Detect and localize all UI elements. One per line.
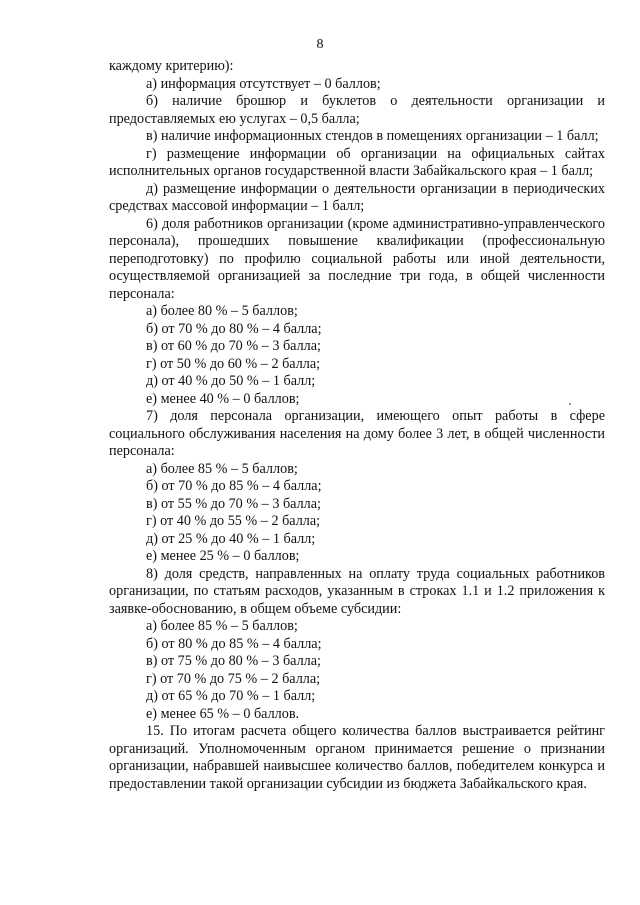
paragraph: а) информация отсутствует – 0 баллов;: [146, 75, 381, 92]
paragraph: г) от 70 % до 75 % – 2 балла;: [146, 670, 321, 687]
paragraph: е) менее 25 % – 0 баллов;: [146, 548, 300, 564]
scan-speck: [569, 403, 571, 405]
paragraph: г) размещение информации об организации на официальных сайтах исполнительных органов государственной власти Забайкальского края – 1 балл;: [109, 145, 605, 179]
paragraph: е) менее 65 % – 0 баллов.: [146, 705, 300, 722]
document-body: [109, 58, 605, 793]
paragraph: в) от 60 % до 70 % – 3 балла;: [146, 338, 322, 354]
paragraph: каждому критерию):: [109, 58, 234, 74]
paragraph: а) более 85 % – 5 баллов;: [146, 460, 298, 477]
paragraph: 8) доля средств, направленных на оплату труда социальных работников организации, по статьям расходов, указанным в строках 1.1 и 1.2 приложения к заявке-обоснованию, в общем объеме субсидии:: [109, 565, 605, 617]
paragraph: в) от 55 % до 70 % – 3 балла;: [146, 495, 322, 512]
paragraph: 15. По итогам расчета общего количества баллов выстраивается рейтинг организаций. Уполномоченным органом принимается решение о признании организации, набравшей наивысшее количество баллов, победителем конкурса и предоставлении такой организации субсидии из бюджета Забайкальского края.: [109, 723, 605, 792]
paragraph: б) от 80 % до 85 % – 4 балла;: [146, 635, 322, 652]
paragraph: б) наличие брошюр и буклетов о деятельности организации и предоставляемых ею услугах – 0,5 балла;: [109, 93, 605, 127]
paragraph: г) от 40 % до 55 % – 2 балла;: [146, 513, 321, 529]
paragraph: в) от 75 % до 80 % – 3 балла;: [146, 653, 322, 669]
page-number: 8: [316, 37, 324, 52]
paragraph: 6) доля работников организации (кроме административно-управленческого персонала), прошедших повышение квалификации (профессиональную переподготовку) по профилю социальной работы или иной деятельности, осуществляемой организацией за последние три года, в общей численности персонала:: [109, 215, 605, 302]
paragraph: д) от 65 % до 70 % – 1 балл;: [146, 688, 316, 704]
paragraph: в) наличие информационных стендов в помещениях организации – 1 балл;: [146, 128, 599, 144]
paragraph: а) более 85 % – 5 баллов;: [146, 618, 298, 634]
paragraph: 7) доля персонала организации, имеющего опыт работы в сфере социального обслуживания населения на дому более 3 лет, в общей численности персонала:: [109, 408, 605, 459]
paragraph: е) менее 40 % – 0 баллов;: [146, 390, 300, 407]
paragraph: д) от 40 % до 50 % – 1 балл;: [146, 373, 316, 389]
paragraph: б) от 70 % до 80 % – 4 балла;: [146, 320, 322, 337]
paragraph: д) размещение информации о деятельности организации в периодических средствах массовой информации – 1 балл;: [109, 180, 605, 214]
paragraph: г) от 50 % до 60 % – 2 балла;: [146, 355, 321, 372]
paragraph: а) более 80 % – 5 баллов;: [146, 303, 298, 319]
paragraph: д) от 25 % до 40 % – 1 балл;: [146, 530, 316, 547]
paragraph: б) от 70 % до 85 % – 4 балла;: [146, 478, 322, 494]
